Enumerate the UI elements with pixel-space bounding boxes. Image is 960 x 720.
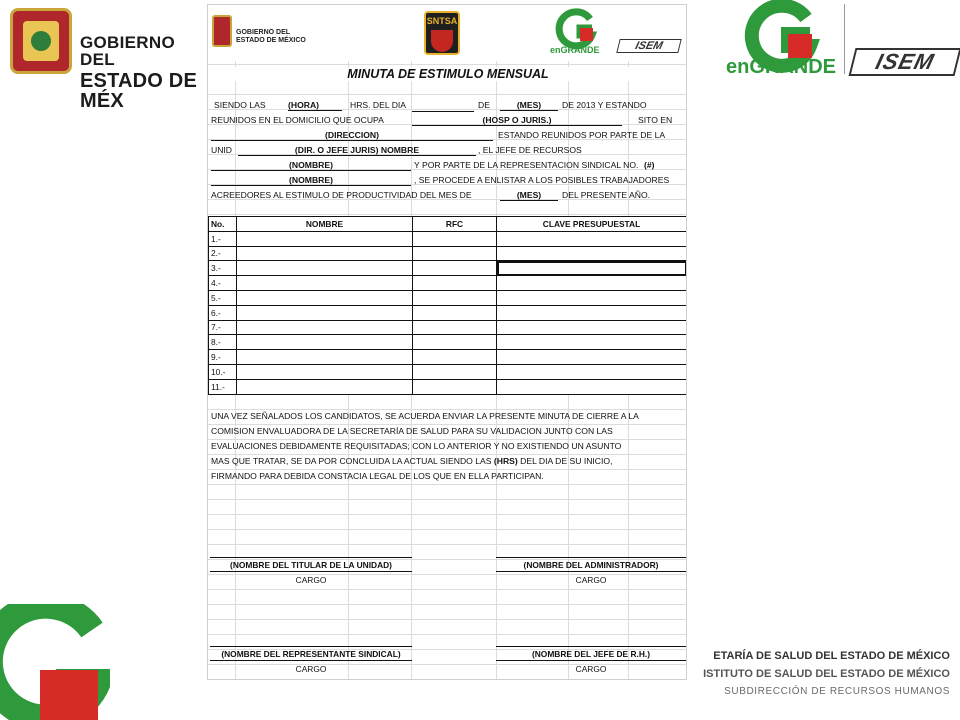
cell-rfc[interactable] [413, 320, 497, 335]
row-num: 7.- [209, 320, 237, 335]
footer [703, 650, 950, 697]
intro-r5-b: Y POR PARTE DE LA REPRESENTACION SINDICAL NO. [414, 160, 639, 170]
cell-nombre[interactable] [237, 290, 413, 305]
signature-sindical [210, 646, 412, 674]
doc-seal-icon [212, 15, 232, 47]
cell-rfc[interactable] [413, 246, 497, 261]
row-num: 3.- [209, 261, 237, 276]
cell-nombre[interactable] [237, 320, 413, 335]
intro-r1-d: DE [478, 100, 490, 110]
intro-r7-a: ACREEDORES AL ESTIMULO DE PRODUCTIVIDAD DEL MES DE [211, 190, 472, 200]
intro-nombre-2: (NOMBRE) [211, 175, 411, 186]
gobierno-line2: ESTADO DE MÉX [80, 70, 197, 112]
row-num: 4.- [209, 276, 237, 291]
intro-r1-c: HRS. DEL DIA [350, 100, 407, 110]
table-row [209, 231, 687, 246]
table-row [209, 335, 687, 350]
gobierno-text [80, 34, 206, 111]
intro-r4-a: UNID [211, 145, 233, 155]
cell-nombre[interactable] [237, 350, 413, 365]
table-row [209, 261, 687, 276]
col-rfc: RFC [413, 217, 497, 232]
signature-titular-role: CARGO [295, 575, 327, 585]
signature-sindical-role: CARGO [295, 664, 327, 674]
cell-rfc[interactable] [413, 276, 497, 291]
cell-rfc[interactable] [413, 290, 497, 305]
intro-hosp: (HOSP O JURIS.) [412, 115, 622, 126]
signature-titular [210, 557, 412, 585]
cell-rfc[interactable] [413, 335, 497, 350]
doc-gobierno-text [236, 29, 306, 46]
col-nombre: NOMBRE [237, 217, 413, 232]
cell-nombre[interactable] [237, 261, 413, 276]
cell-clave[interactable] [497, 335, 687, 350]
table-row [209, 379, 687, 394]
row-num: 2.- [209, 246, 237, 261]
cell-clave[interactable] [497, 231, 687, 246]
closing-paragraph [211, 409, 681, 484]
cell-nombre[interactable] [237, 364, 413, 379]
sntsa-logo [424, 11, 460, 55]
intro-num-sindical: (#) [644, 160, 655, 170]
cell-clave[interactable] [497, 305, 687, 320]
table-row [209, 290, 687, 305]
cell-clave[interactable] [497, 320, 687, 335]
document-header [208, 5, 687, 61]
gobierno-line1: GOBIERNO DEL [80, 33, 175, 69]
signature-administrador [496, 557, 686, 585]
cell-nombre[interactable] [237, 276, 413, 291]
col-no: No. [209, 217, 237, 232]
doc-engrande-wordmark: enGRANDE [550, 45, 600, 55]
signature-titular-name: (NOMBRE DEL TITULAR DE LA UNIDAD) [210, 557, 412, 572]
cell-rfc[interactable] [413, 350, 497, 365]
isem-logo: ISEM [849, 48, 960, 76]
cell-clave[interactable] [497, 364, 687, 379]
cell-rfc[interactable] [413, 364, 497, 379]
cell-clave-selected[interactable] [497, 261, 687, 276]
footer-line3: SUBDIRECCIÓN DE RECURSOS HUMANOS [724, 686, 950, 697]
table-row [209, 305, 687, 320]
intro-direccion: (DIRECCION) [211, 130, 493, 141]
closing-line4-c: DEL DIA DE SU INICIO, [520, 456, 613, 466]
sntsa-shield-icon [431, 30, 453, 52]
intro-mes: (MES) [500, 100, 558, 111]
intro-r1-f: DE 2013 Y ESTANDO [562, 100, 647, 110]
cell-nombre[interactable] [237, 231, 413, 246]
table-row [209, 364, 687, 379]
closing-line5: FIRMANDO PARA DEBIDA CONSTACIA LEGAL DE LOS QUE EN ELLA PARTICIPAN. [211, 471, 544, 481]
cell-clave[interactable] [497, 246, 687, 261]
doc-isem-logo: ISEM [616, 39, 681, 53]
cell-nombre[interactable] [237, 305, 413, 320]
row-num: 6.- [209, 305, 237, 320]
closing-line1: UNA VEZ SEÑALADOS LOS CANDIDATOS, SE ACUERDA ENVIAR LA PRESENTE MINUTA DE CIERRE A LA [211, 411, 639, 421]
closing-line4-a: MAS QUE TRATAR, SE DA POR CONCLUIDA LA ACTUAL SIENDO LAS [211, 456, 492, 466]
intro-r3-b: ESTANDO REUNIDOS POR PARTE DE LA [498, 130, 666, 140]
intro-nombre-1: (NOMBRE) [211, 160, 411, 171]
cell-nombre[interactable] [237, 335, 413, 350]
signature-jefe-rh-role: CARGO [575, 664, 607, 674]
signature-jefe-rh-name: (NOMBRE DEL JEFE DE R.H.) [496, 646, 686, 661]
signature-administrador-role: CARGO [575, 575, 607, 585]
row-num: 9.- [209, 350, 237, 365]
row-num: 10.- [209, 364, 237, 379]
intro-r6-b: , SE PROCEDE A ENLISTAR A LOS POSIBLES TRABAJADORES [414, 175, 670, 185]
intro-r7-c: DEL PRESENTE AÑO. [562, 190, 651, 200]
intro-r4-c: , EL JEFE DE RECURSOS [478, 145, 582, 155]
minuta-document [207, 4, 687, 680]
row-num: 11.- [209, 379, 237, 394]
footer-line2: ISTITUTO DE SALUD DEL ESTADO DE MÉXICO [703, 668, 950, 680]
row-num: 8.- [209, 335, 237, 350]
table-row [209, 350, 687, 365]
table-row [209, 276, 687, 291]
col-clave: CLAVE PRESUPUESTAL [497, 217, 687, 232]
signature-sindical-name: (NOMBRE DEL REPRESENTANTE SINDICAL) [210, 646, 412, 661]
cell-nombre[interactable] [237, 246, 413, 261]
closing-line4 [211, 454, 681, 469]
document-title: MINUTA DE ESTIMULO MENSUAL [208, 67, 687, 81]
cell-clave[interactable] [497, 350, 687, 365]
closing-line3: EVALUACIONES DEBIDAMENTE REQUISITADAS; CON LO ANTERIOR Y NO EXISTIENDO UN ASUNTO [211, 441, 622, 451]
cell-nombre[interactable] [237, 379, 413, 394]
signature-administrador-name: (NOMBRE DEL ADMINISTRADOR) [496, 557, 686, 572]
cell-rfc[interactable] [413, 305, 497, 320]
row-num: 5.- [209, 290, 237, 305]
intro-mes-2: (MES) [500, 190, 558, 201]
doc-gobierno-line1: GOBIERNO DEL [236, 29, 291, 36]
table-row [209, 320, 687, 335]
cell-rfc[interactable] [413, 231, 497, 246]
header-divider [844, 4, 845, 74]
g-corner-icon [0, 604, 110, 720]
sntsa-text: SNTSA [426, 16, 458, 26]
cell-clave[interactable] [497, 379, 687, 394]
intro-hora: (HORA) [288, 100, 342, 111]
gobierno-logo [6, 6, 206, 112]
row-num: 1.- [209, 231, 237, 246]
intro-dir-jefe: (DIR. O JEFE JURIS) NOMBRE [238, 145, 476, 156]
engrande-wordmark: enGRANDE [726, 56, 837, 78]
closing-hrs: (HRS) [493, 456, 518, 466]
candidates-table [208, 216, 687, 395]
cell-rfc[interactable] [413, 261, 497, 276]
state-seal-icon [10, 8, 72, 74]
blank-dia [412, 111, 474, 112]
intro-r1-a: SIENDO LAS [214, 100, 266, 110]
intro-r2-a: REUNIDOS EN EL DOMICILIO QUE OCUPA [211, 115, 384, 125]
table-header-row [209, 217, 687, 232]
signature-jefe-rh [496, 646, 686, 674]
cell-clave[interactable] [497, 276, 687, 291]
cell-clave[interactable] [497, 290, 687, 305]
intro-r2-c: SITO EN [638, 115, 673, 125]
footer-line1: ETARÍA DE SALUD DEL ESTADO DE MÉXICO [713, 650, 950, 662]
cell-rfc[interactable] [413, 379, 497, 394]
closing-line2: COMISION ENVALUADORA DE LA SECRETARÍA DE SALUD PARA SU VALIDACION JUNTO CON LAS [211, 426, 613, 436]
table-row [209, 246, 687, 261]
doc-gobierno-line2: ESTADO DE MÉXICO [236, 37, 306, 45]
